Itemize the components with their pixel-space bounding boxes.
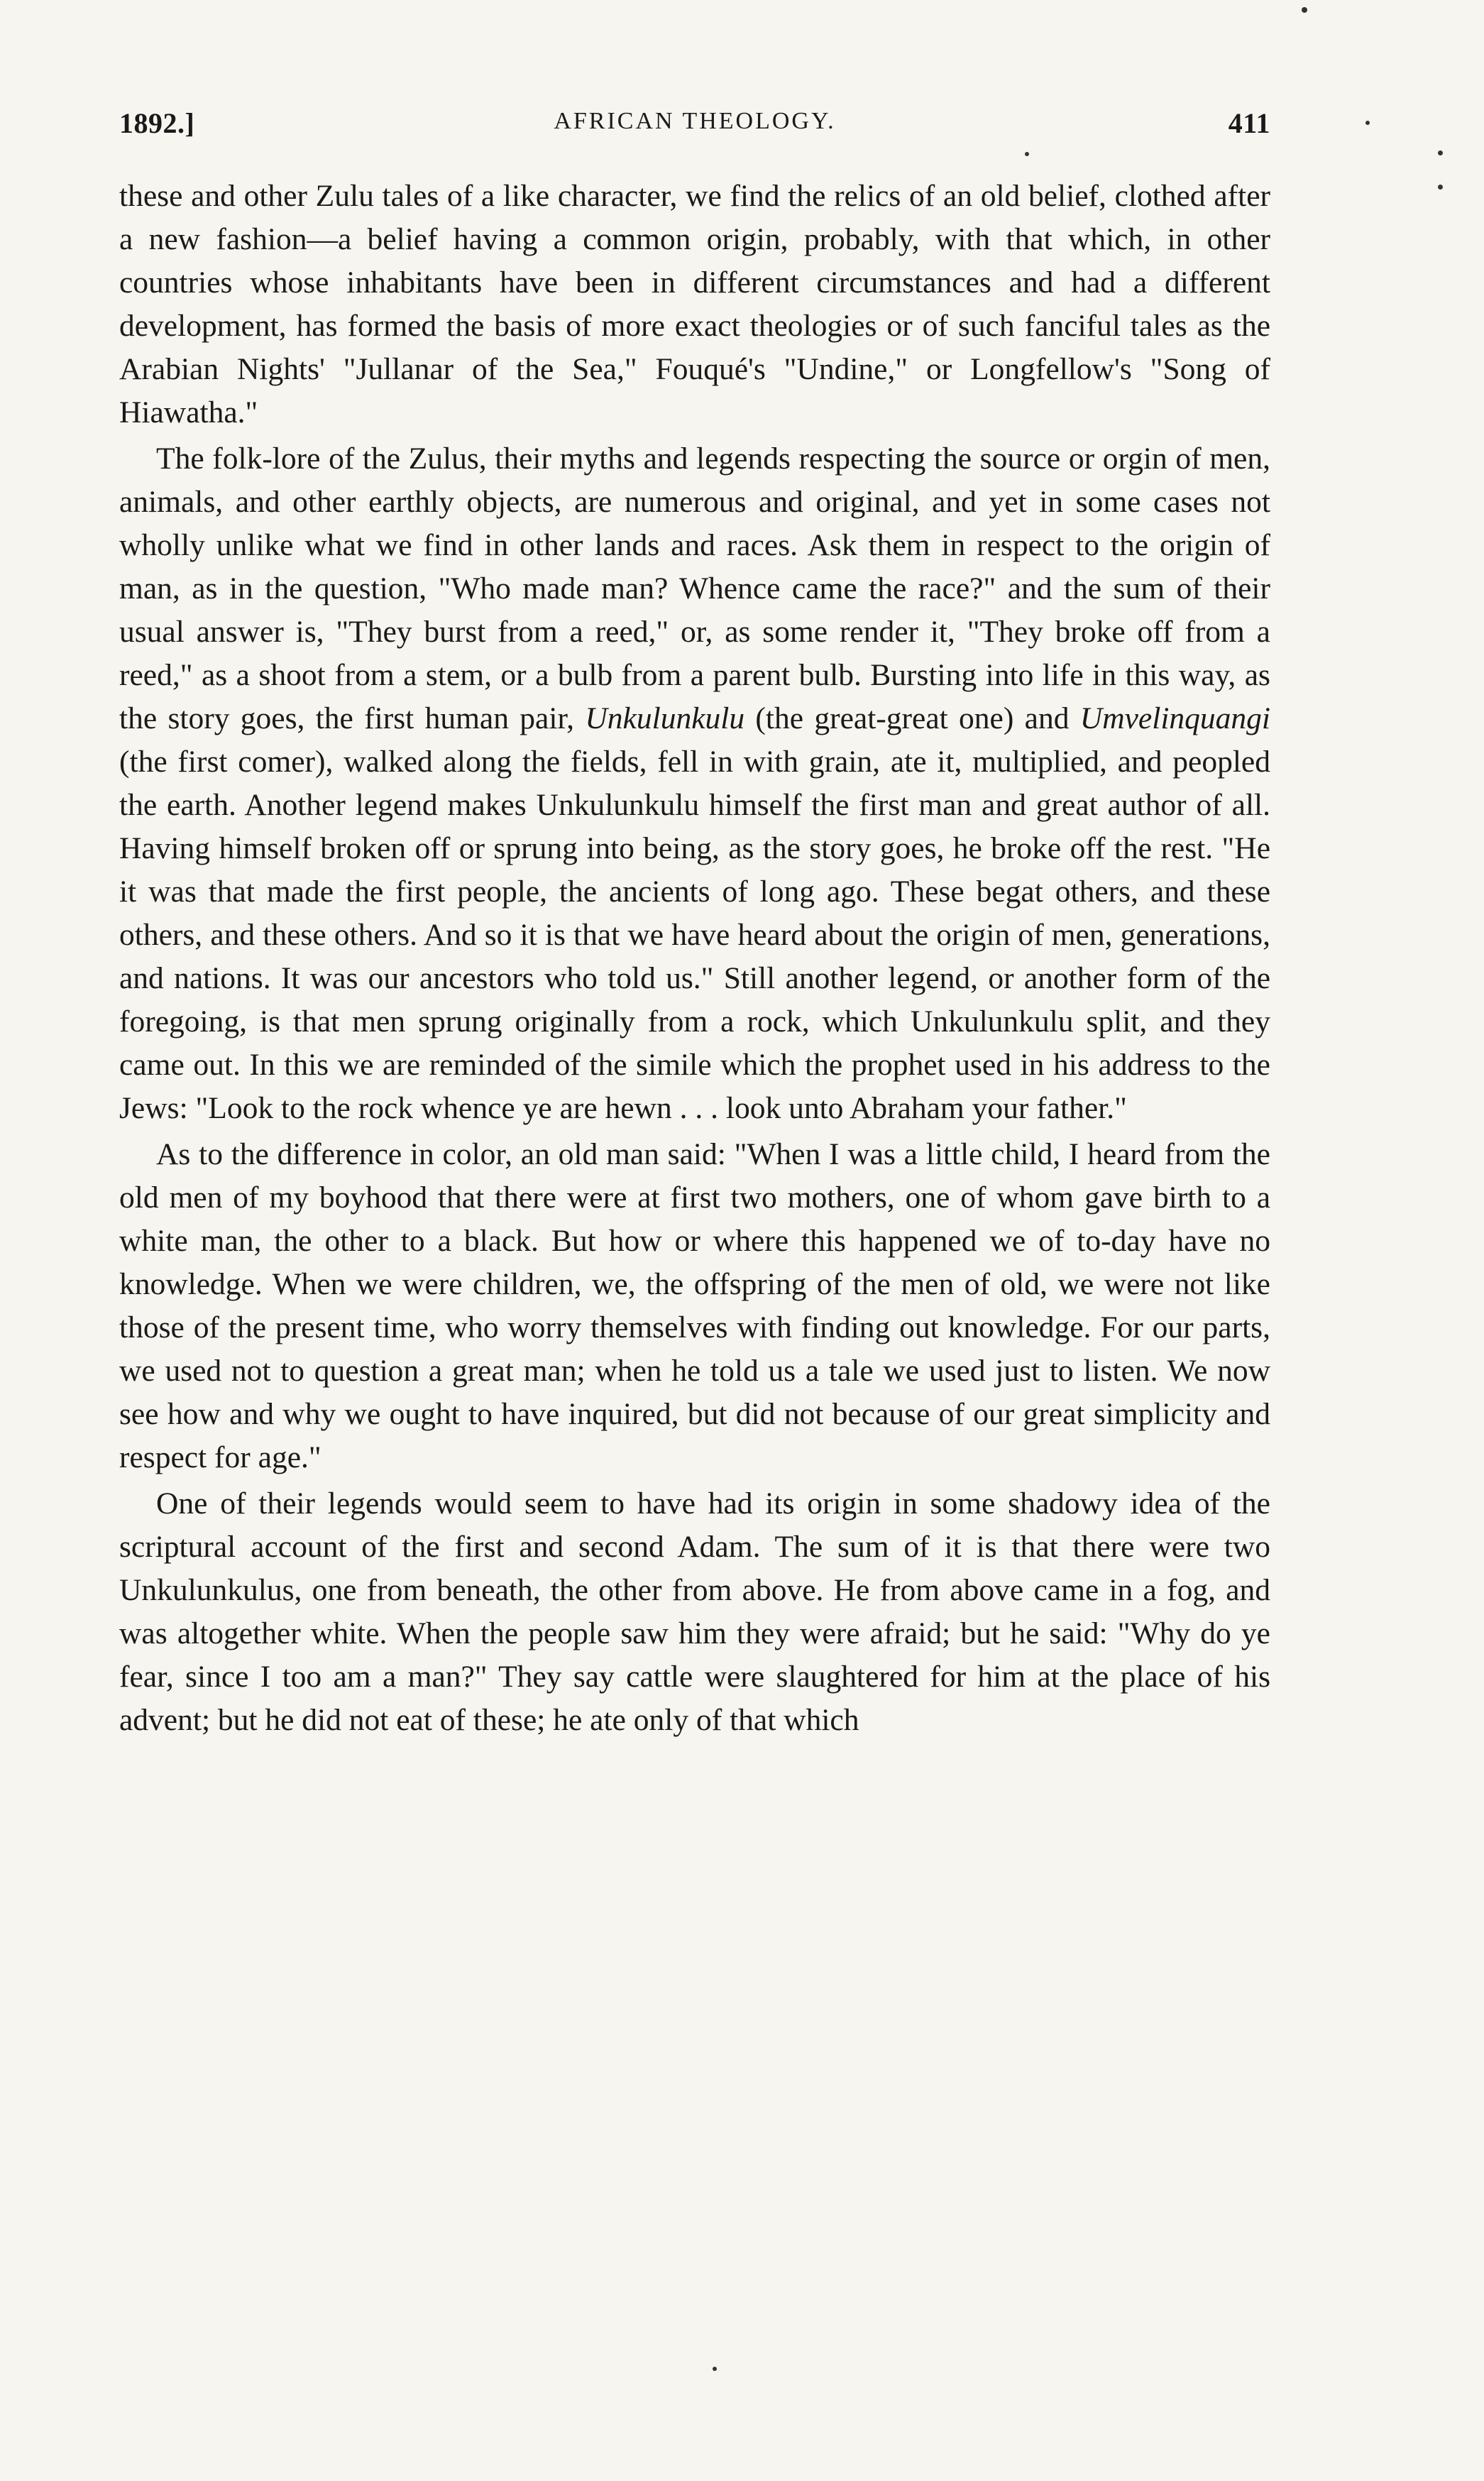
scan-speck	[1438, 150, 1443, 155]
paragraph-2-part-3: (the first comer), walked along the fields, fell in with grain, ate it, multiplied, and peopled the earth. Another legend makes Unkulunkulu himself the first man and great author of all. Having himself broken off or sprung into being, as the story goes, he broke off the rest. "He it was that made the first people, the ancients of long ago. These begat others, and these others, and these others. And so it is that we have heard about the origin of men, generations, and nations. It was our ancestors who told us." Still another legend, or another form of the foregoing, is that men sprung originally from a rock, which Unkulunkulu split, and they came out. In this we are reminded of the simile which the prophet used in his address to the Jews: "Look to the rock whence ye are hewn . . . look unto Abraham your father."	[119, 745, 1270, 1125]
scan-speck	[1025, 152, 1029, 156]
term-unkulunkulu: Unkulunkulu	[585, 701, 745, 735]
scan-speck	[1302, 7, 1307, 13]
paragraph-3: As to the difference in color, an old man said: "When I was a little child, I heard from the old men of my boyhood that there were at first two mothers, one of whom gave birth to a white man, the other to a black. But how or where this happened we of to-day have no knowledge. When we were children, we, the offspring of the men of old, we were not like those of the present time, who worry themselves with finding out knowledge. For our parts, we used not to question a great man; when he told us a tale we used just to listen. We now see how and why we ought to have inquired, but did not because of our great simplicity and respect for age."	[119, 1137, 1270, 1474]
term-umvelinquangi: Umvelinquangi	[1079, 701, 1270, 735]
header-year: 1892.]	[119, 107, 195, 139]
scan-speck	[713, 2367, 717, 2371]
paragraph-2-part-1: The folk-lore of the Zulus, their myths and legends respecting the source or orgin of men, animals, and other earthly objects, are numerous and original, and yet in some cases not wholly unlike what we find in other lands and races. Ask them in respect to the origin of man, as in the question, "Who made man? Whence came the race?" and the sum of their usual answer is, "They burst from a reed," or, as some render it, "They broke off from a reed," as a shoot from a stem, or a bulb from a parent bulb. Bursting into life in this way, as the story goes, the first human pair,	[119, 442, 1270, 735]
article-body	[119, 175, 1270, 1742]
paragraph-2	[119, 437, 1270, 1130]
running-head	[119, 106, 1270, 149]
paragraph-2-part-2: (the great-great one) and	[744, 701, 1080, 735]
paragraph-4: One of their legends would seem to have had its origin in some shadowy idea of the scriptural account of the first and second Adam. The sum of it is that there were two Unkulunkulus, one from beneath, the other from above. He from above came in a fog, and was altogether white. When the people saw him they were afraid; but he said: "Why do ye fear, since I too am a man?" They say cattle were slaughtered for him at the place of his advent; but he did not eat of these; he ate only of that which	[119, 1486, 1270, 1737]
scan-speck	[1365, 121, 1370, 125]
page-number: 411	[1228, 107, 1270, 139]
header-title: AFRICAN THEOLOGY.	[554, 108, 836, 134]
journal-page	[119, 106, 1270, 1745]
scan-speck	[1438, 185, 1443, 190]
paragraph-1: these and other Zulu tales of a like character, we find the relics of an old belief, clothed after a new fashion—a belief having a common origin, probably, with that which, in other countries whose inhabitants have been in different circumstances and had a different development, has formed the basis of more exact theologies or of such fanciful tales as the Arabian Nights' "Jullanar of the Sea," Fouqué's "Undine," or Longfellow's "Song of Hiawatha."	[119, 179, 1270, 429]
